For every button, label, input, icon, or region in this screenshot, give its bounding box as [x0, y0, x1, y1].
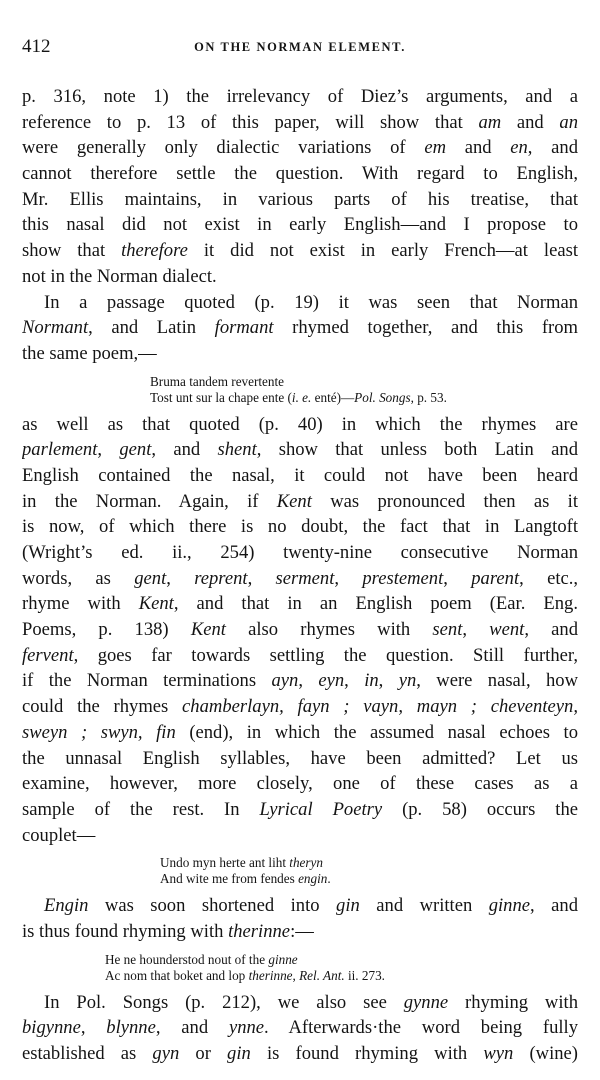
text-line — [22, 746, 578, 772]
italic-text: an — [559, 111, 578, 133]
italic-text: therefore — [121, 240, 188, 262]
text-run: it did not exist in early French—at least — [187, 240, 578, 262]
text-line — [22, 643, 578, 669]
italic-text: en — [510, 137, 528, 159]
text-line — [22, 823, 578, 849]
text-line — [22, 341, 578, 367]
text-run: was pronounced then as it — [311, 490, 578, 512]
text-run: . — [327, 871, 331, 887]
text-line — [22, 489, 578, 515]
text-run: (Wright’s ed. ii., 254) twenty-nine consecutive Norman — [22, 542, 578, 563]
text-run: rhyming with — [448, 991, 578, 1013]
paragraph — [22, 412, 578, 849]
text-run: the unnasal English syllables, have been admitted? Let us — [22, 747, 578, 769]
text-run: Poems, p. 138) — [22, 619, 191, 641]
text-run: , — [378, 670, 399, 692]
text-run: , and — [155, 1017, 229, 1039]
italic-text: gent — [119, 439, 152, 461]
italic-text: gynne — [403, 991, 449, 1013]
text-run: was soon shortened into — [88, 895, 337, 917]
italic-text: ginne — [268, 951, 298, 967]
text-run: Tost unt sur la chape ente ( — [150, 389, 292, 405]
page-number: 412 — [22, 36, 51, 57]
italic-text: therinne — [248, 967, 293, 983]
text-run: and — [501, 111, 560, 133]
text-line — [22, 668, 578, 694]
text-line — [22, 212, 578, 238]
text-line — [22, 412, 578, 438]
text-line — [22, 135, 578, 161]
text-run: , — [166, 567, 195, 589]
italic-text: gin — [227, 1043, 251, 1064]
verse-quotation — [22, 374, 578, 406]
text-run: . Afterwards·the word being fully — [264, 1017, 578, 1039]
text-line — [22, 1015, 578, 1041]
italic-text: blynne — [106, 1017, 156, 1039]
italic-text: em — [424, 137, 446, 159]
text-line — [22, 893, 578, 919]
text-run: rhymed together, and this from — [273, 317, 578, 339]
text-run: not in the Norman dialect. — [22, 265, 217, 287]
text-run: , — [80, 1017, 107, 1039]
text-run: (p. 58) occurs the — [382, 798, 578, 820]
text-run: is thus found rhyming with — [22, 920, 229, 942]
text-run: is found rhyming with — [250, 1043, 484, 1064]
italic-text: engin — [298, 871, 328, 887]
text-run: , and — [524, 619, 578, 641]
italic-text: am — [478, 111, 502, 133]
italic-text: serment — [275, 567, 335, 589]
italic-text: Normant — [22, 317, 89, 339]
text-run: enté)— — [311, 389, 355, 405]
text-line — [22, 1041, 578, 1067]
italic-text: in — [364, 670, 379, 692]
text-run: (wine) — [513, 1043, 578, 1064]
italic-text: bigynne — [22, 1017, 81, 1039]
italic-text: gent — [134, 567, 167, 589]
italic-text: Rel. Ant. — [299, 967, 345, 983]
text-run: , p. 53. — [410, 389, 447, 405]
text-run: also rhymes with — [225, 619, 433, 641]
italic-text: therinne — [228, 920, 291, 942]
text-run: Ac nom that boket and lop — [105, 967, 249, 983]
text-run: , — [334, 567, 363, 589]
italic-text: eyn — [318, 670, 345, 692]
text-run: Bruma tandem revertente — [150, 373, 285, 389]
text-run: , and — [530, 895, 578, 917]
italic-text: parlement — [22, 439, 98, 461]
text-run: examine, however, more closely, one of these cases as a — [22, 773, 578, 795]
text-run: , — [292, 967, 300, 983]
italic-text: ynne — [228, 1017, 265, 1039]
verse-line — [150, 374, 578, 390]
verse-quotation — [22, 952, 578, 984]
verse-line — [150, 390, 578, 406]
italic-text: wyn — [483, 1043, 514, 1064]
text-run: , — [462, 619, 490, 641]
text-line — [22, 463, 578, 489]
italic-text: ginne — [488, 895, 531, 917]
text-line — [22, 238, 578, 264]
italic-text: Kent — [138, 593, 174, 615]
text-line — [22, 591, 578, 617]
text-run: and written — [359, 895, 489, 917]
running-header — [22, 36, 578, 62]
text-line — [22, 187, 578, 213]
text-run: reference to p. 13 of this paper, will show that — [22, 111, 479, 133]
paragraph — [22, 290, 578, 367]
italic-text: Kent — [190, 619, 226, 641]
text-run: :— — [290, 920, 314, 942]
text-run: In a passage quoted (p. 19) it was seen that Norman — [44, 291, 578, 313]
text-line — [22, 110, 578, 136]
text-run: and — [446, 137, 511, 159]
text-run: English contained the nasal, it could not have been heard — [22, 464, 578, 486]
italic-text: Pol. Songs — [354, 389, 411, 405]
text-run: established as — [22, 1043, 153, 1064]
text-line — [22, 797, 578, 823]
text-run: the same poem,— — [22, 342, 157, 364]
text-line — [22, 919, 578, 945]
text-line — [22, 771, 578, 797]
italic-text: Kent — [276, 490, 312, 512]
text-run: And wite me from fendes — [160, 871, 299, 887]
text-run: , and — [527, 137, 578, 159]
text-line — [22, 990, 578, 1016]
text-run: , show that unless both Latin and — [256, 439, 578, 461]
text-line — [22, 566, 578, 592]
text-line — [22, 161, 578, 187]
text-run: rhyme with — [22, 593, 139, 615]
italic-text: fervent — [22, 644, 74, 666]
text-line — [22, 290, 578, 316]
text-run: or — [179, 1043, 228, 1064]
italic-text: formant — [214, 317, 274, 339]
italic-text: chamberlayn, fayn ; vayn, mayn ; cheventeyn, — [182, 696, 578, 718]
italic-text: went — [489, 619, 525, 641]
text-run: , goes far towards settling the question. Still further, — [73, 644, 578, 666]
text-run: ii. 273. — [344, 967, 385, 983]
text-run: , — [97, 439, 120, 461]
text-run: , and Latin — [88, 317, 215, 339]
text-line — [22, 315, 578, 341]
italic-text: Lyrical Poetry — [259, 798, 383, 820]
italic-text: gyn — [152, 1043, 180, 1064]
paragraph — [22, 893, 578, 944]
text-run: , and that in an English poem (Ear. Eng. — [173, 593, 578, 615]
text-line — [22, 264, 578, 290]
text-run: Mr. Ellis maintains, in various parts of his treatise, that — [22, 188, 578, 210]
italic-text: shent — [217, 439, 257, 461]
text-line — [22, 437, 578, 463]
verse-quotation — [22, 855, 578, 887]
text-run: , — [298, 670, 319, 692]
text-run: as well as that quoted (p. 40) in which the rhymes are — [22, 413, 578, 435]
text-line — [22, 617, 578, 643]
text-run: Undo myn herte ant liht — [160, 855, 290, 871]
text-run: if the Norman terminations — [22, 670, 272, 692]
text-run: this nasal did not exist in early English—and I propose to — [22, 214, 578, 236]
text-run: in the Norman. Again, if — [22, 490, 277, 512]
text-run: , were nasal, how — [416, 670, 578, 692]
italic-text: theryn — [289, 855, 323, 871]
text-line — [22, 514, 578, 540]
italic-text: reprent — [194, 567, 248, 589]
running-title: ON THE NORMAN ELEMENT. — [194, 40, 406, 54]
text-run: In Pol. Songs (p. 212), we also see — [44, 991, 404, 1013]
text-run: p. 316, note 1) the irrelevancy of Diez’s arguments, and a — [22, 86, 578, 107]
text-run: sample of the rest. In — [22, 798, 260, 820]
page-body — [22, 84, 578, 1067]
paragraph — [22, 990, 578, 1067]
text-run: , — [443, 567, 472, 589]
verse-line — [160, 871, 578, 887]
text-run: He ne hounderstod nout of the — [105, 951, 269, 967]
text-line — [22, 84, 578, 110]
text-run: , — [344, 670, 365, 692]
italic-text: sent — [432, 619, 463, 641]
paragraph — [22, 84, 578, 290]
verse-line — [105, 968, 578, 984]
verse-line — [105, 952, 578, 968]
text-run: , etc., — [519, 567, 578, 589]
text-line — [22, 694, 578, 720]
italic-text: yn — [398, 670, 417, 692]
text-run: couplet— — [22, 824, 96, 846]
italic-text: parent — [471, 567, 520, 589]
italic-text: prestement — [362, 567, 444, 589]
text-line — [22, 540, 578, 566]
italic-text: sweyn ; swyn, fin — [22, 721, 176, 743]
text-run: could the rhymes — [22, 696, 183, 718]
italic-text: gin — [336, 895, 360, 917]
italic-text: Engin — [44, 895, 89, 917]
text-run: words, as — [22, 567, 135, 589]
text-run: were generally only dialectic variations of — [22, 137, 425, 159]
italic-text: ayn — [271, 670, 299, 692]
text-run: , and — [151, 439, 218, 461]
text-run: (end), in which the assumed nasal echoes to — [175, 721, 578, 743]
text-line — [22, 720, 578, 746]
text-run: cannot therefore settle the question. With regard to English, — [22, 163, 578, 185]
text-run: is now, of which there is no doubt, the fact that in Langtoft — [22, 516, 578, 538]
verse-line — [160, 855, 578, 871]
text-run: , — [247, 567, 276, 589]
text-run: show that — [22, 240, 122, 262]
italic-text: i. e. — [291, 389, 312, 405]
